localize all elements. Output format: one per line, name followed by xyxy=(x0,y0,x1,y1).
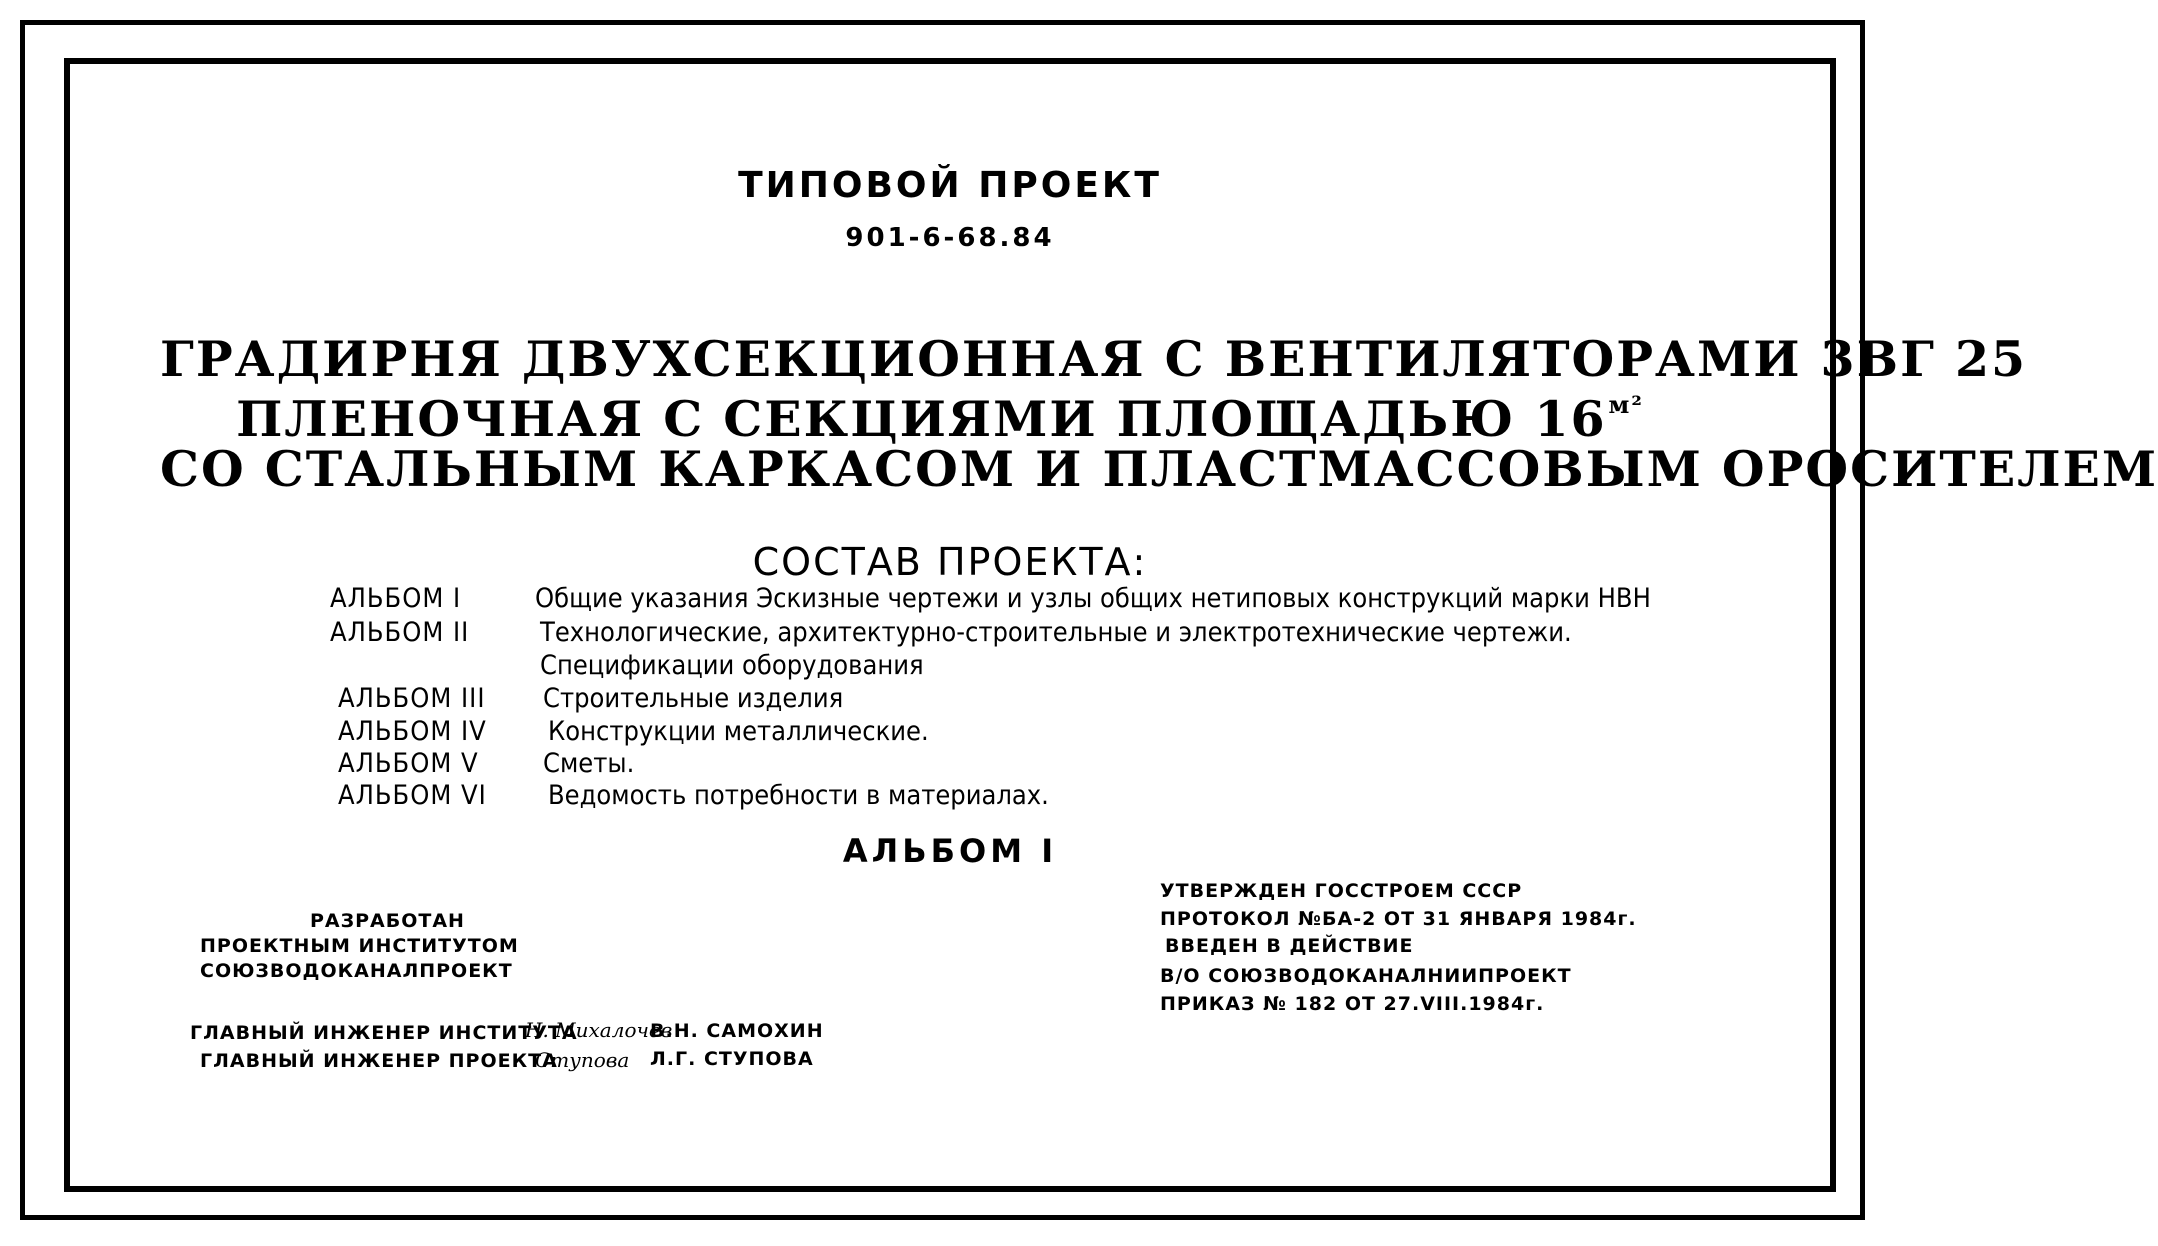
approval-line-5: ПРИКАЗ № 182 ОТ 27.VIII.1984г. xyxy=(1160,993,1545,1015)
project-number: 901-6-68.84 xyxy=(845,223,1055,253)
album-row xyxy=(330,583,1651,614)
signatory-name: Л.Г. СТУПОВА xyxy=(650,1048,814,1070)
album-row xyxy=(338,780,1049,811)
album-description: Ведомость потребности в материалах. xyxy=(548,780,1049,811)
album-description: Технологические, архитектурно-строительные и электротехнические чертежи. xyxy=(540,617,1572,648)
project-type: ТИПОВОЙ ПРОЕКТ xyxy=(738,165,1162,206)
developer-line-3: СОЮЗВОДОКАНАЛПРОЕКТ xyxy=(200,960,513,982)
album-row xyxy=(330,617,1572,648)
album-label: АЛЬБОМ IV xyxy=(338,716,487,747)
signatory-name: В.Н. САМОХИН xyxy=(650,1020,824,1042)
album-description: Общие указания Эскизные чертежи и узлы общих нетиповых конструкций марки НВН xyxy=(535,583,1651,614)
album-label: АЛЬБОМ II xyxy=(330,617,470,648)
title-line-2-text: ПЛЕНОЧНАЯ С СЕКЦИЯМИ ПЛОЩАДЬЮ 16 xyxy=(236,390,1607,448)
album-label: АЛЬБОМ III xyxy=(338,683,486,714)
approval-line-4: В/О СОЮЗВОДОКАНАЛНИИПРОЕКТ xyxy=(1160,965,1572,987)
title-line-1: ГРАДИРНЯ ДВУХСЕКЦИОННАЯ С ВЕНТИЛЯТОРАМИ 3ВГ 25 xyxy=(160,330,2028,388)
album-description: Спецификации оборудования xyxy=(540,650,924,681)
album-label: АЛЬБОМ I xyxy=(330,583,462,614)
album-description: Конструкции металлические. xyxy=(548,716,929,747)
approval-line-2: ПРОТОКОЛ №БА-2 ОТ 31 ЯНВАРЯ 1984г. xyxy=(1160,908,1637,930)
developer-line-1: РАЗРАБОТАН xyxy=(310,910,465,932)
album-description: Сметы. xyxy=(543,748,635,779)
title-line-2-unit: м² xyxy=(1608,390,1644,419)
developer-line-2: ПРОЕКТНЫМ ИНСТИТУТОМ xyxy=(200,935,519,957)
album-label: АЛЬБОМ V xyxy=(338,748,479,779)
signature-role: ГЛАВНЫЙ ИНЖЕНЕР ИНСТИТУТА xyxy=(190,1022,578,1044)
album-row xyxy=(338,716,929,747)
album-row xyxy=(338,683,844,714)
album-description: Строительные изделия xyxy=(543,683,844,714)
album-label: АЛЬБОМ VI xyxy=(338,780,487,811)
title-line-3: СО СТАЛЬНЫМ КАРКАСОМ И ПЛАСТМАССОВЫМ ОРОСИТЕЛЕМ xyxy=(160,440,2158,498)
album-row xyxy=(338,748,635,779)
handwritten-signature: Ступова xyxy=(535,1048,630,1072)
signature-role: ГЛАВНЫЙ ИНЖЕНЕР ПРОЕКТА xyxy=(200,1050,558,1072)
approval-line-1: УТВЕРЖДЕН ГОССТРОЕМ СССР xyxy=(1160,880,1523,902)
contents-heading: СОСТАВ ПРОЕКТА: xyxy=(752,540,1148,584)
current-album: АЛЬБОМ I xyxy=(842,832,1058,870)
handwritten-signature: Н. Михалочев xyxy=(525,1018,673,1042)
approval-line-3: ВВЕДЕН В ДЕЙСТВИЕ xyxy=(1165,935,1414,957)
